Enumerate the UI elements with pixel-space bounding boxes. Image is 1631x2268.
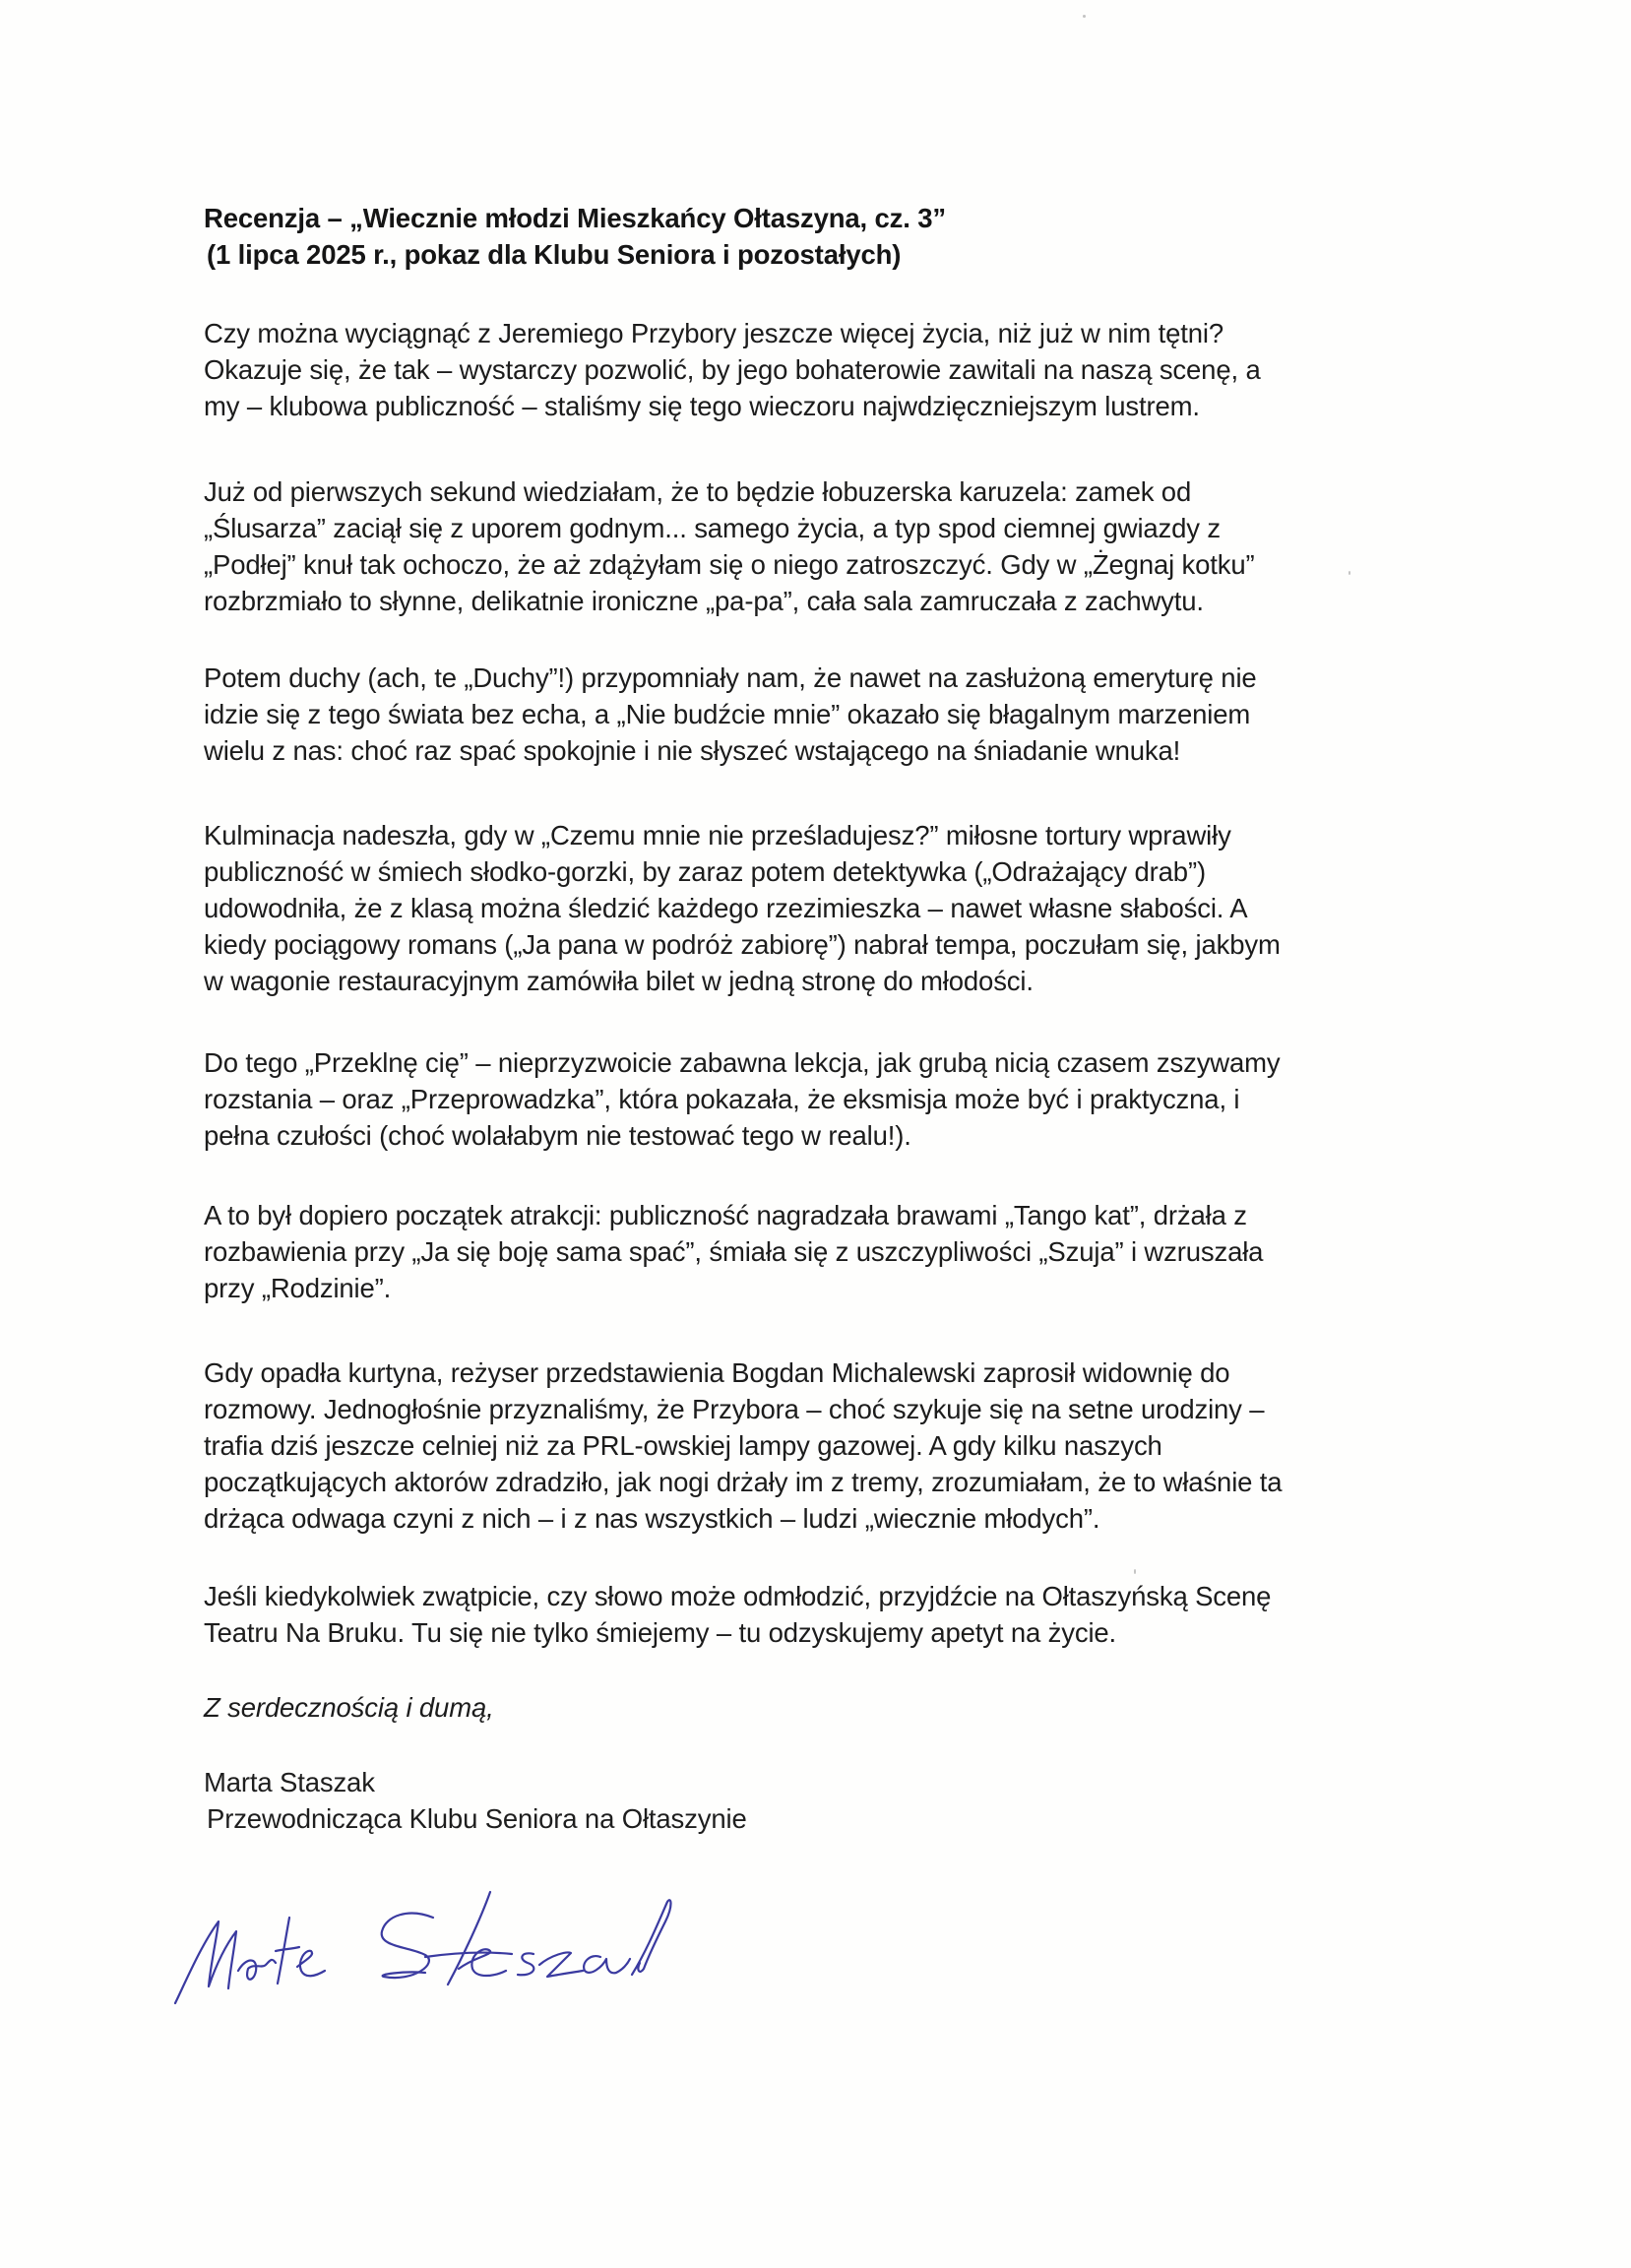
paragraph-line: rozbawienia przy „Ja się boję sama spać”, śmiała się z uszczypliwości „Szuja” i wzruszała [204,1236,1264,1267]
paragraph-line: Okazuje się, że tak – wystarczy pozwolić, by jego bohaterowie zawitali na naszą scenę, a [204,354,1261,385]
paragraph-line: my – klubowa publiczność – staliśmy się tego wieczoru najwdzięczniejszym lustrem. [204,391,1200,421]
document-title: Recenzja – „Wiecznie młodzi Mieszkańcy Ołtaszyna, cz. 3” [204,203,947,233]
author-name: Marta Staszak [204,1767,375,1797]
closing-salutation: Z serdecznością i dumą, [204,1692,494,1723]
paragraph-line: trafia dziś jeszcze celniej niż za PRL-owskiej lampy gazowej. A gdy kilku naszych [204,1430,1162,1461]
paragraph-line: Jeśli kiedykolwiek zwątpicie, czy słowo może odmłodzić, przyjdźcie na Ołtaszyńską Scenę [204,1581,1272,1611]
paragraph-line: udowodniła, że z klasą można śledzić każdego rzezimieszka – nawet własne słabości. A [204,893,1248,923]
paragraph-line: wielu z nas: choć raz spać spokojnie i nie słyszeć wstającego na śniadanie wnuka! [204,735,1181,766]
paragraph-line: Już od pierwszych sekund wiedziałam, że to będzie łobuzerska karuzela: zamek od [204,476,1192,507]
paragraph-line: Kulminacja nadeszła, gdy w „Czemu mnie nie prześladujesz?” miłosne tortury wprawiły [204,820,1231,850]
signature-stroke [518,1953,583,1978]
author-title: Przewodnicząca Klubu Seniora na Ołtaszynie [207,1803,747,1834]
signature-stroke [276,1918,299,1984]
paragraph-line: drżąca odwaga czyni z nich – i z nas wszystkich – ludzi „wiecznie młodych”. [204,1503,1100,1534]
signature-stroke [632,1900,671,1975]
signature-stroke [297,1951,325,1976]
paragraph-line: w wagonie restauracyjnym zamówiła bilet w jedną stronę do młodości. [204,966,1034,996]
paragraph-line: Czy można wyciągnąć z Jeremiego Przybory jeszcze więcej życia, niż już w nim tętni? [204,318,1223,348]
paragraph-line: „Ślusarza” zaciął się z uporem godnym... samego życia, a typ spod ciemnej gwiazdy z [204,513,1221,543]
signature-stroke [238,1960,276,1980]
paragraph-line: rozstania – oraz „Przeprowadzka”, która pokazała, że eksmisja może być i praktyczna, i [204,1084,1240,1114]
paragraph-line: początkujących aktorów zdradziło, jak nogi drżały im z tremy, zrozumiałam, że to właśnie ta [204,1467,1283,1497]
paragraph-line: „Podłej” knuł tak ochoczo, że aż zdążyłam się o niego zatroszczyć. Gdy w „Żegnaj kotku” [204,549,1255,580]
paragraph-line: Teatru Na Bruku. Tu się nie tylko śmiejemy – tu odzyskujemy apetyt na życie. [204,1617,1117,1648]
scan-speck [1134,1569,1136,1574]
signature-stroke [382,1914,433,1979]
paragraph-line: Gdy opadła kurtyna, reżyser przedstawienia Bogdan Michalewski zaprosił widownię do [204,1357,1230,1388]
paragraph-line: idzie się z tego świata bez echa, a „Nie budźcie mnie” okazało się błagalnym marzeniem [204,699,1251,729]
paragraph-line: Potem duchy (ach, te „Duchy”!) przypomniały nam, że nawet na zasłużoną emeryturę nie [204,662,1257,693]
signature-stroke [425,1892,512,1984]
paragraph-line: Do tego „Przeklnę cię” – nieprzyzwoicie zabawna lekcja, jak grubą nicią czasem zszywamy [204,1047,1281,1078]
scan-speck [1083,15,1086,18]
paragraph-line: pełna czułości (choć wolałabym nie testować tego w realu!). [204,1120,911,1151]
paragraph-line: publiczność w śmiech słodko-gorzki, by zaraz potem detektywka („Odrażający drab”) [204,856,1206,887]
signature-stroke [584,1956,630,1973]
paragraph-line: przy „Rodzinie”. [204,1273,392,1303]
scan-speck [1349,571,1350,575]
signature-stroke [175,1922,236,2003]
document-subtitle: (1 lipca 2025 r., pokaz dla Klubu Seniora i pozostałych) [207,239,902,270]
paragraph-line: rozbrzmiało to słynne, delikatnie ironiczne „pa-pa”, cała sala zamruczała z zachwytu. [204,586,1204,616]
paragraph-line: rozmowy. Jednogłośnie przyznaliśmy, że Przybora – choć szykuje się na setne urodziny – [204,1394,1265,1424]
handwritten-signature [167,1860,837,2018]
paragraph-line: A to był dopiero początek atrakcji: publiczność nagradzała brawami „Tango kat”, drżała z [204,1200,1247,1230]
paragraph-line: kiedy pociągowy romans („Ja pana w podróż zabiorę”) nabrał tempa, poczułam się, jakbym [204,929,1281,960]
